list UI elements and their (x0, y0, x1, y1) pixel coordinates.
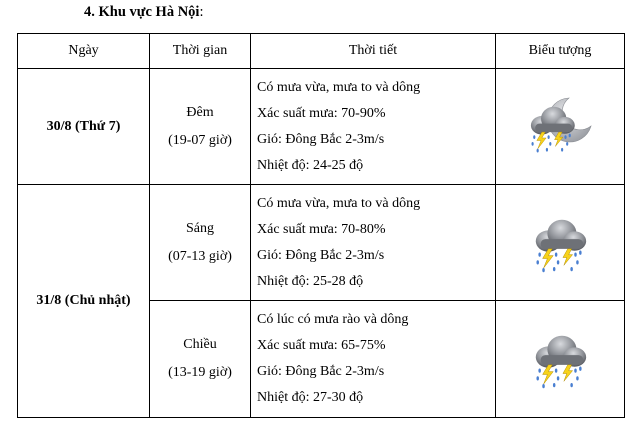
period-name: Chiều (183, 337, 217, 352)
period-name: Sáng (186, 220, 214, 236)
section-heading: 4. Khu vực Hà Nội: (84, 4, 204, 20)
header-day: Ngày (18, 34, 150, 69)
period-hours: (07-13 giờ) (168, 248, 232, 264)
weather-summary: Có mưa vừa, mưa to và dông (257, 195, 421, 211)
day-label: 30/8 (Thứ 7) (46, 118, 121, 134)
icon-cell (496, 69, 625, 185)
rain-probability: Xác suất mưa: 70-90% (257, 105, 386, 121)
icon-cell (496, 185, 625, 301)
weather-cell (251, 185, 496, 301)
wind: Gió: Đông Bắc 2-3m/s (257, 364, 385, 379)
header-icon: Biểu tượng (496, 34, 625, 69)
table-row (18, 69, 625, 185)
thunderstorm-icon (529, 328, 591, 390)
header-weather: Thời tiết (251, 34, 496, 69)
time-cell (150, 185, 251, 301)
temperature: Nhiệt độ: 27-30 độ (257, 390, 364, 405)
forecast-table (17, 33, 625, 418)
period-hours: (19-07 giờ) (168, 132, 232, 148)
day-cell (18, 69, 150, 185)
night-thunderstorm-icon (525, 92, 595, 162)
header-time: Thời gian (150, 34, 251, 69)
temperature: Nhiệt độ: 24-25 độ (257, 157, 364, 173)
thunderstorm-icon (529, 212, 591, 274)
wind: Gió: Đông Bắc 2-3m/s (257, 131, 385, 147)
day-cell (18, 185, 150, 418)
rain-probability: Xác suất mưa: 65-75% (257, 338, 386, 353)
weather-cell (251, 69, 496, 185)
temperature: Nhiệt độ: 25-28 độ (257, 273, 364, 289)
time-cell (150, 69, 251, 185)
weather-summary: Có mưa vừa, mưa to và dông (257, 79, 421, 95)
weather-summary: Có lúc có mưa rào và dông (257, 312, 409, 327)
weather-cell (251, 301, 496, 418)
wind: Gió: Đông Bắc 2-3m/s (257, 247, 385, 263)
table-row (18, 185, 625, 301)
icon-cell (496, 301, 625, 418)
rain-probability: Xác suất mưa: 70-80% (257, 221, 386, 237)
time-cell (150, 301, 251, 418)
period-name: Đêm (186, 104, 214, 120)
period-hours: (13-19 giờ) (168, 365, 232, 380)
day-label: 31/8 (Chủ nhật) (36, 293, 131, 308)
table-header-row (18, 34, 625, 69)
